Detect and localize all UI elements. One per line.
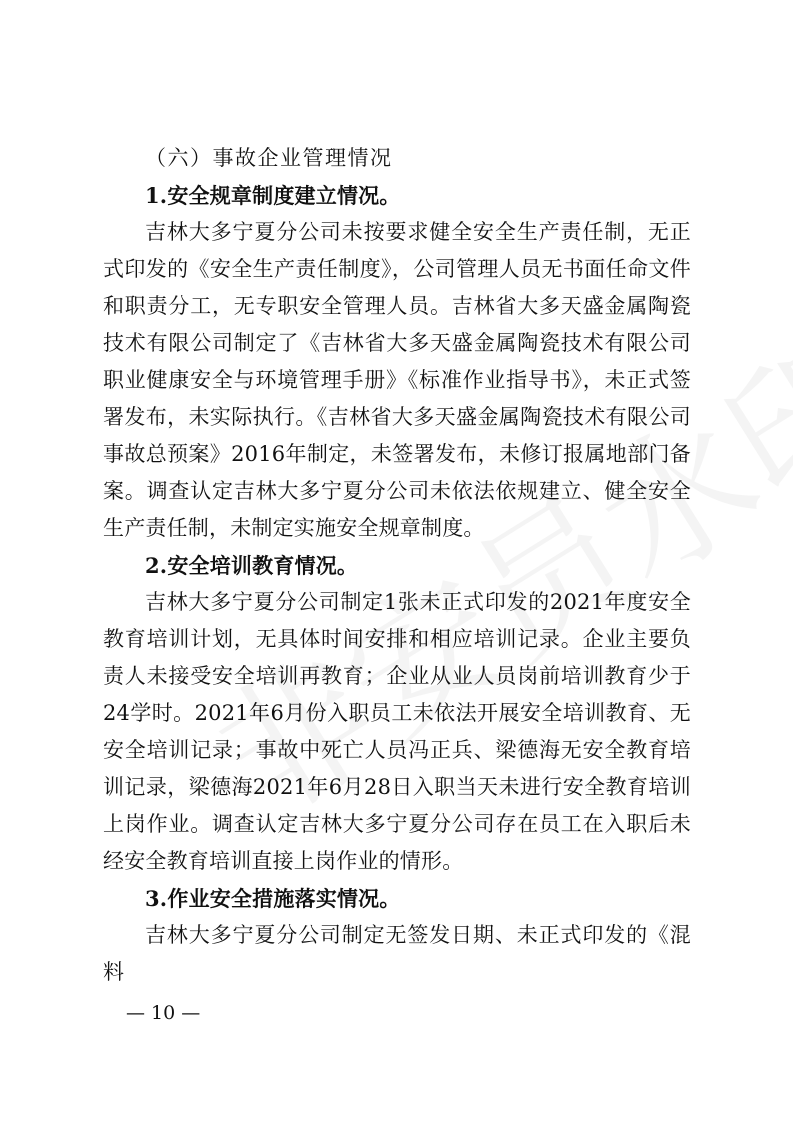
section-title: （六）事故企业管理情况: [145, 146, 393, 170]
paragraph: 吉林大多宁夏分公司制定1张未正式印发的2021年度安全教育培训计划，无具体时间安排和相应培训记录。企业主要负责人未接受安全培训再教育；企业从业人员岗前培训教育少于24学时。2021年6月份入职员工未依法开展安全培训教育、无安全培训记录；事故中死亡人员冯正兵、梁德海无安全教育培训记录，梁德海2021年6月28日入职当天未进行安全教育培训上岗作业。调查认定吉林大多宁夏分公司存在员工在入职后未经安全教育培训直接上岗作业的情形。: [103, 590, 691, 873]
subsection-heading-3: 3.作业安全措施落实情况。: [145, 886, 401, 911]
subsection-heading-2: 2.安全培训教育情况。: [145, 553, 359, 578]
page-content: [103, 140, 691, 991]
page-number: — 10 —: [126, 1002, 201, 1024]
paragraph: 吉林大多宁夏分公司制定无签发日期、未正式印发的《混料: [103, 923, 691, 984]
paragraph: 吉林大多宁夏分公司未按要求健全安全生产责任制，无正式印发的《安全生产责任制度》，公司管理人员无书面任命文件和职责分工，无专职安全管理人员。吉林省大多天盛金属陶瓷技术有限公司制定了《吉林省大多天盛金属陶瓷技术有限公司职业健康安全与环境管理手册》《标准作业指导书》，未正式签署发布，未实际执行。《吉林省大多天盛金属陶瓷技术有限公司事故总预案》2016年制定，未签署发布，未修订报属地部门备案。调查认定吉林大多宁夏分公司未依法依规建立、健全安全生产责任制，未制定实施安全规章制度。: [103, 220, 691, 540]
subsection-heading-1: 1.安全规章制度建立情况。: [145, 183, 401, 208]
